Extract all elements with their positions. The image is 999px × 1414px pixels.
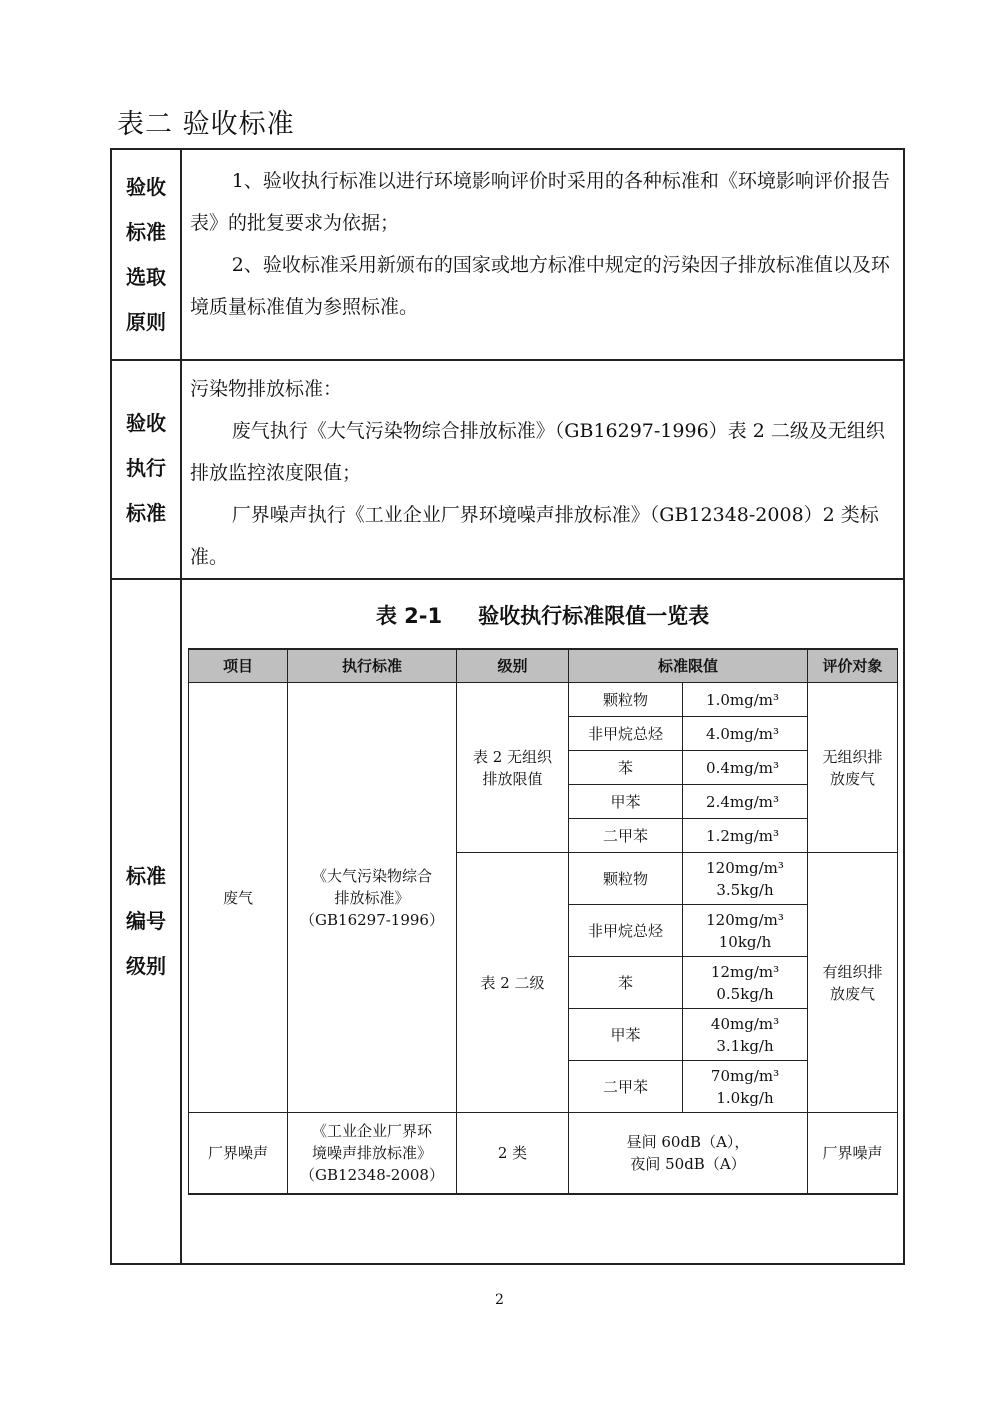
cell-limit-value: 2.4mg/m³: [683, 785, 808, 819]
cell-pollutant: 二甲苯: [569, 819, 683, 853]
cell-pollutant: 苯: [569, 751, 683, 785]
header-level: 级别: [457, 649, 569, 683]
cell-noise-standard: [288, 1113, 457, 1195]
principles-label-line: 原则: [126, 309, 166, 334]
target-line: 放废气: [830, 984, 876, 1003]
header-item: 项目: [189, 649, 288, 683]
row-divider-2: [112, 578, 903, 580]
standard-line: （GB16297-1996）: [300, 910, 444, 929]
cell-limit-value: 0.4mg/m³: [683, 751, 808, 785]
execution-label-line: 验收: [126, 411, 166, 435]
conc-value: 120mg/m³: [706, 858, 784, 877]
cell-noise-item: 厂界噪声: [189, 1113, 288, 1195]
cell-pollutant: 非甲烷总烃: [569, 905, 683, 957]
principles-label-line: 选取: [126, 264, 166, 289]
principles-label: [112, 150, 180, 359]
cell-pollutant: 二甲苯: [569, 1061, 683, 1113]
table-row: [189, 683, 898, 717]
conc-value: 12mg/m³: [710, 962, 780, 981]
conc-value: 70mg/m³: [710, 1066, 780, 1085]
standard-line: 《大气污染物综合: [311, 866, 432, 885]
cell-limit-value: [683, 957, 808, 1009]
principles-label-line: 验收: [126, 174, 166, 199]
cell-noise-level: 2 类: [457, 1113, 569, 1195]
standard-line: 排放标准》: [334, 888, 410, 907]
cell-limit-value: [683, 905, 808, 957]
page-number: 2: [495, 1292, 504, 1308]
rate-value: 3.5kg/h: [716, 880, 774, 899]
cell-waste-gas-standard: [288, 683, 457, 1113]
target-line: 无组织排: [822, 747, 883, 766]
rate-value: 1.0kg/h: [716, 1088, 774, 1107]
rate-value: 0.5kg/h: [716, 984, 774, 1003]
execution-paragraph: 废气执行《大气污染物综合排放标准》（GB16297-1996）表 2 二级及无组织排放监控浓度限值；: [190, 420, 885, 484]
limit-line: 昼间 60dB（A），: [626, 1133, 750, 1151]
cell-noise-target: 厂界噪声: [808, 1113, 898, 1195]
header-limit: 标准限值: [569, 649, 808, 683]
conc-value: 40mg/m³: [710, 1014, 780, 1033]
table-caption: [182, 600, 903, 630]
limit-line: 夜间 50dB（A）: [630, 1155, 746, 1173]
principles-paragraph: 1、验收执行标准以进行环境影响评价时采用的各种标准和《环境影响评价报告表》的批复要求为依据；: [190, 170, 890, 234]
principles-label-line: 标准: [126, 219, 166, 244]
principles-content: [190, 160, 895, 328]
cell-limit-value: [683, 1061, 808, 1113]
standard-line: 《工业企业厂界环: [311, 1122, 432, 1140]
page-heading: 表二 验收标准: [117, 109, 295, 140]
cell-pollutant: 颗粒物: [569, 683, 683, 717]
cell-organized-target: [808, 853, 898, 1113]
cell-limit-value: 1.0mg/m³: [683, 683, 808, 717]
cell-pollutant: 甲苯: [569, 1009, 683, 1061]
numbering-label-line: 级别: [126, 954, 166, 978]
conc-value: 120mg/m³: [706, 910, 784, 929]
level-line: 排放限值: [482, 769, 543, 788]
standard-line: 境噪声排放标准》: [311, 1144, 432, 1162]
cell-limit-value: 1.2mg/m³: [683, 819, 808, 853]
execution-content: [190, 368, 895, 578]
execution-paragraph: 厂界噪声执行《工业企业厂界环境噪声排放标准》（GB12348-2008）2 类标准。: [190, 504, 879, 568]
cell-pollutant: 苯: [569, 957, 683, 1009]
cell-pollutant: 甲苯: [569, 785, 683, 819]
header-standard: 执行标准: [288, 649, 457, 683]
execution-label-line: 执行: [126, 456, 166, 480]
standard-line: （GB12348-2008）: [300, 1166, 444, 1184]
cell-limit-value: [683, 1009, 808, 1061]
cell-pollutant: 非甲烷总烃: [569, 717, 683, 751]
rate-value: 10kg/h: [718, 932, 772, 951]
table-caption-title: 验收执行标准限值一览表: [478, 604, 710, 628]
row-divider-1: [112, 359, 903, 361]
execution-intro: 污染物排放标准：: [190, 378, 343, 400]
cell-unorganized-level: [457, 683, 569, 853]
cell-limit-value: 4.0mg/m³: [683, 717, 808, 751]
numbering-label-line: 标准: [126, 864, 166, 888]
numbering-label: [112, 578, 180, 1265]
cell-organized-level: 表 2 二级: [457, 853, 569, 1113]
header-target: 评价对象: [808, 649, 898, 683]
standards-frame: [110, 148, 905, 1265]
limits-table: [188, 648, 898, 1195]
cell-limit-value: [683, 853, 808, 905]
table-row: [189, 1113, 898, 1195]
cell-noise-limit: [569, 1113, 808, 1195]
table-caption-number: 表 2-1: [375, 604, 443, 628]
principles-paragraph: 2、验收标准采用新颁布的国家或地方标准中规定的污染因子排放标准值以及环境质量标准值为参照标准。: [190, 254, 890, 318]
execution-label: [112, 359, 180, 578]
cell-unorganized-target: [808, 683, 898, 853]
table-header-row: [189, 649, 898, 683]
target-line: 有组织排: [822, 962, 883, 981]
target-line: 放废气: [830, 769, 876, 788]
label-column-divider: [180, 150, 182, 1263]
level-line: 表 2 无组织: [472, 747, 553, 766]
cell-pollutant: 颗粒物: [569, 853, 683, 905]
rate-value: 3.1kg/h: [716, 1036, 774, 1055]
numbering-label-line: 编号: [126, 909, 166, 933]
execution-label-line: 标准: [126, 501, 166, 525]
cell-waste-gas-item: 废气: [189, 683, 288, 1113]
